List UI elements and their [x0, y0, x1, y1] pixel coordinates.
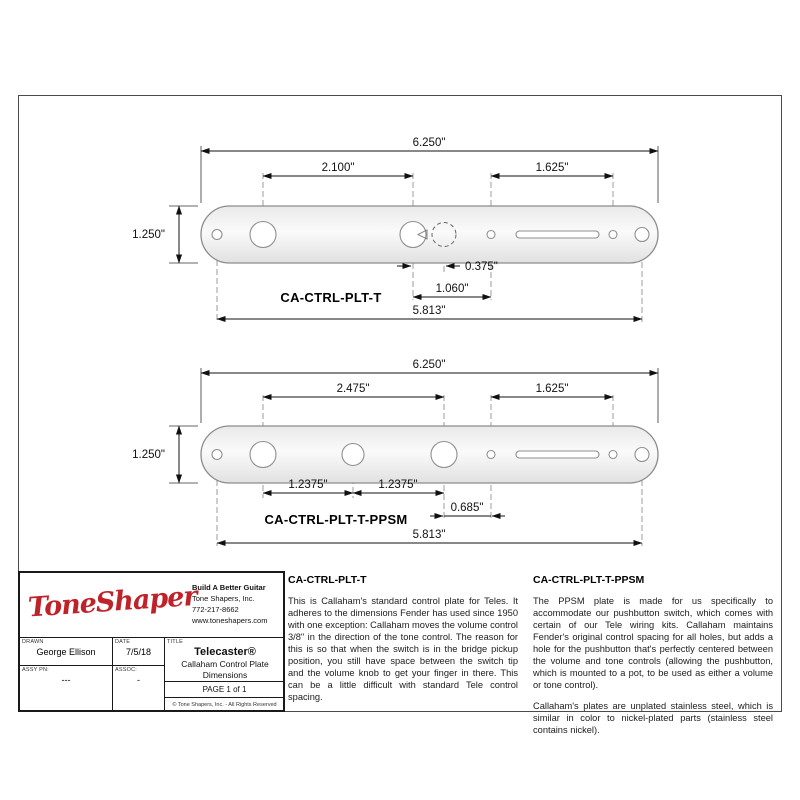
assoc-label: ASSOC:: [115, 667, 137, 673]
mount-screw-hole-right: [635, 228, 649, 242]
dim-top-mount-span: 5.813": [412, 305, 446, 317]
assoc-cell: [113, 666, 164, 714]
date-label: DATE: [115, 639, 131, 645]
control-plate-top: [132, 137, 658, 322]
switch-screw-hole-1: [487, 451, 495, 459]
pushbutton-hole: [342, 444, 364, 466]
pot-hole-moved: [400, 222, 426, 248]
dim-top-height: 1.250": [132, 229, 165, 241]
dim-top-overall: 6.250": [412, 137, 446, 149]
note-right-body2: Callaham's plates are unplated stainless steel, which is similar in color to nickel-plated parts (stainless steel contains nickel).: [533, 701, 773, 736]
dim-bottom-height: 1.250": [132, 449, 165, 461]
drawing-frame: [18, 95, 782, 736]
page-number: PAGE 1 of 1: [202, 685, 247, 694]
mount-screw-hole-left: [212, 450, 222, 460]
plates-drawing: [19, 96, 781, 572]
switch-slot: [516, 451, 599, 458]
mount-screw-hole-left: [212, 230, 222, 240]
company-name: Tone Shapers, Inc.: [192, 593, 255, 603]
note-ca-ctrl-plt-t: [288, 574, 518, 712]
note-left-body: This is Callaham's standard control plate for Teles. It adheres to the dimensions Fender has used since 1950 with one exception: Callaham moves the volume control 3/8" in the direction of the tone control. The reason for this is so that when the switch is in the bridge pickup position, you still have space between the switch tip and the volume knob to get your finger in there. This can be a little difficult with standard Tele control spacing.: [288, 595, 518, 703]
assy-label: ASSY PN:: [22, 667, 49, 673]
mount-screw-hole-right: [635, 448, 649, 462]
company-contact: [192, 583, 284, 627]
drawn-value: George Ellison: [36, 647, 96, 657]
dim-bottom-switch-screws: 1.625": [535, 383, 569, 395]
drawing-title-line2: Callaham Control Plate: [181, 659, 269, 669]
title-block: [18, 571, 285, 712]
drawn-label: DRAWN: [22, 639, 44, 645]
dim-bottom-tone-to-screw: 0.685": [450, 502, 484, 514]
pot-hole-volume: [250, 442, 276, 468]
dim-bottom-overall: 6.250": [412, 359, 446, 371]
control-plate-bottom: [132, 359, 658, 546]
note-right-body1: The PPSM plate is made for us specifically to accommodate our pushbutton switch, which comes with certain of our Tele wiring kits. Callaham maintains Fender's original control spacing for all holes, but adds a hole for the pushbutton that's perfectly centered between the volume and tone controls (allowing the pushbutton, which is mounted to a pot, to be used as either a volume or tone control).: [533, 595, 773, 691]
company-phone: 772-217-8662: [192, 604, 239, 614]
dim-top-switch-to-screw: 1.060": [435, 283, 469, 295]
toneshaper-logo: ToneShaper: [27, 580, 198, 624]
date-value: 7/5/18: [125, 647, 152, 657]
company-website: www.toneshapers.com: [192, 615, 268, 625]
dim-top-offset: 0.375": [465, 261, 498, 273]
pot-hole-tone: [431, 442, 457, 468]
note-right-heading: CA-CTRL-PLT-T-PPSM: [533, 574, 645, 586]
dim-bottom-vol-to-push: 1.2375": [288, 479, 328, 491]
assy-value: ---: [61, 675, 71, 685]
drawing-title-line3: Dimensions: [202, 670, 248, 680]
pot-hole-volume: [250, 222, 276, 248]
note-ca-ctrl-plt-t-ppsm: [533, 574, 773, 746]
plate-label-top: CA-CTRL-PLT-T: [280, 290, 382, 305]
switch-slot: [516, 231, 599, 238]
dim-bottom-push-to-tone: 1.2375": [378, 479, 418, 491]
copyright-notice: © Tone Shapers, Inc. - All Rights Reserved: [172, 702, 277, 708]
dim-top-vol-to-switch: 2.100": [321, 162, 355, 174]
drawing-title-line1: Telecaster®: [194, 646, 256, 658]
switch-screw-hole-2: [609, 231, 617, 239]
date-cell: [113, 638, 164, 665]
drawn-cell: [20, 638, 112, 665]
title-label: TITLE: [167, 639, 183, 645]
plate-label-bottom: CA-CTRL-PLT-T-PPSM: [264, 512, 408, 527]
title-cell: [165, 638, 285, 681]
dim-bottom-mount-span: 5.813": [412, 529, 446, 541]
company-tagline: Build A Better Guitar: [192, 583, 266, 592]
dim-top-switch-screws: 1.625": [535, 162, 569, 174]
assoc-value: -: [137, 675, 140, 685]
note-left-heading: CA-CTRL-PLT-T: [288, 574, 367, 586]
assy-cell: [20, 666, 112, 714]
switch-screw-hole-2: [609, 451, 617, 459]
dim-bottom-vol-to-tone: 2.475": [336, 383, 370, 395]
switch-screw-hole-1: [487, 231, 495, 239]
